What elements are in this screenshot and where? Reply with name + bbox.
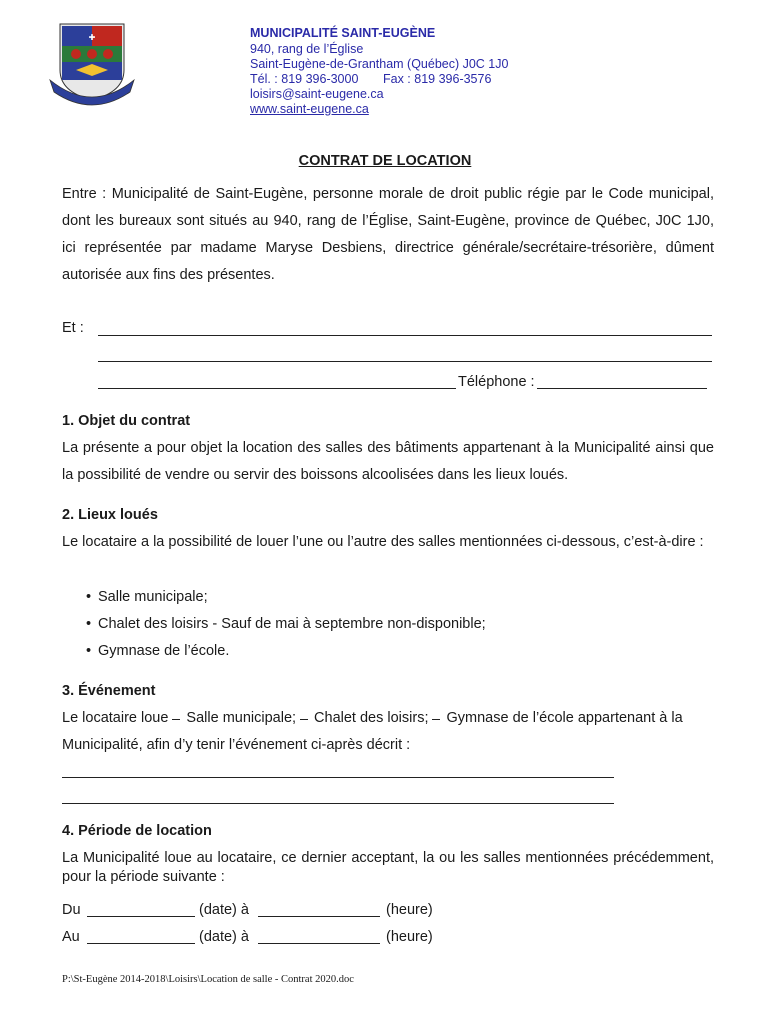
section-3-options-line: Le locataire loue Salle municipale; Chalet des loisirs; Gymnase de l’école appartenant à la — [62, 710, 683, 726]
document-title: CONTRAT DE LOCATION — [298, 153, 472, 169]
option-salle-checkbox[interactable] — [172, 715, 180, 720]
from-hour-field[interactable] — [258, 916, 380, 917]
from-date-field[interactable] — [87, 916, 195, 917]
section-2-heading: 2. Lieux loués — [62, 507, 158, 523]
fax-number: Fax : 819 396-3576 — [383, 72, 492, 86]
section-1-text: La présente a pour objet la location des salles des bâtiments appartenant à la Municipalité ainsi que la possibilité de vendre ou servir des boissons alcoolisées dans les lieux loués. — [62, 440, 714, 483]
to-date-field[interactable] — [87, 943, 195, 944]
event-description-field[interactable] — [62, 777, 614, 778]
section-4-heading: 4. Période de location — [62, 823, 212, 839]
address-line-2: Saint-Eugène-de-Grantham (Québec) J0C 1J0 — [250, 57, 509, 71]
list-item: • Gymnase de l’école. — [86, 643, 230, 659]
section-3-line-2: Municipalité, afin d’y tenir l’événement ci-après décrit : — [62, 737, 411, 753]
event-description-field-2[interactable] — [62, 803, 614, 804]
section-3-heading: 3. Événement — [62, 683, 156, 699]
telephone-field[interactable] — [537, 388, 707, 389]
list-item: • Salle municipale; — [86, 589, 208, 605]
from-date-label: (date) à — [199, 902, 249, 918]
phone-number: Tél. : 819 396-3000 — [250, 72, 359, 86]
option-gymnase-checkbox[interactable] — [432, 715, 440, 720]
file-path-footer: P:\St-Eugène 2014-2018\Loisirs\Location de salle - Contrat 2020.doc — [62, 974, 354, 985]
from-label: Du — [62, 902, 81, 918]
intro-paragraph: Entre : Municipalité de Saint-Eugène, personne morale de droit public régie par le Code municipal, dont les bureaux sont situés au 940, rang de l’Église, Saint-Eugène, province de Québec, J0C 1J0, ici représentée par madame Maryse Desbiens, directrice générale/secrétaire-trésorière, dûment autorisée aux fins des présentes. — [62, 186, 714, 283]
website-link[interactable]: www.saint-eugene.ca — [250, 102, 369, 116]
to-date-label: (date) à — [199, 929, 249, 945]
address-line-1: 940, rang de l’Église — [250, 42, 364, 56]
from-hour-label: (heure) — [386, 902, 433, 918]
org-name: MUNICIPALITÉ SAINT-EUGÈNE — [250, 26, 436, 40]
to-hour-label: (heure) — [386, 929, 433, 945]
section-4-text: La Municipalité loue au locataire, ce dernier acceptant, la ou les salles mentionnées précédemment, pour la période suivante : — [62, 850, 714, 885]
party-address-field-2[interactable] — [98, 388, 456, 389]
section-1-heading: 1. Objet du contrat — [62, 413, 191, 429]
telephone-label: Téléphone : — [458, 374, 535, 390]
to-hour-field[interactable] — [258, 943, 380, 944]
svg-text:✚: ✚ — [88, 33, 96, 42]
party-label: Et : — [62, 320, 84, 336]
option-chalet-checkbox[interactable] — [300, 715, 308, 720]
list-item: • Chalet des loisirs - Sauf de mai à septembre non-disponible; — [86, 616, 486, 632]
section-2-text: Le locataire a la possibilité de louer l’une ou l’autre des salles mentionnées ci-dessous, c’est-à-dire : — [62, 534, 704, 550]
email-address: loisirs@saint-eugene.ca — [250, 87, 384, 101]
municipal-coat-of-arms-logo — [46, 18, 138, 110]
party-name-field[interactable] — [98, 335, 712, 336]
to-label: Au — [62, 929, 80, 945]
party-address-field[interactable] — [98, 361, 712, 362]
